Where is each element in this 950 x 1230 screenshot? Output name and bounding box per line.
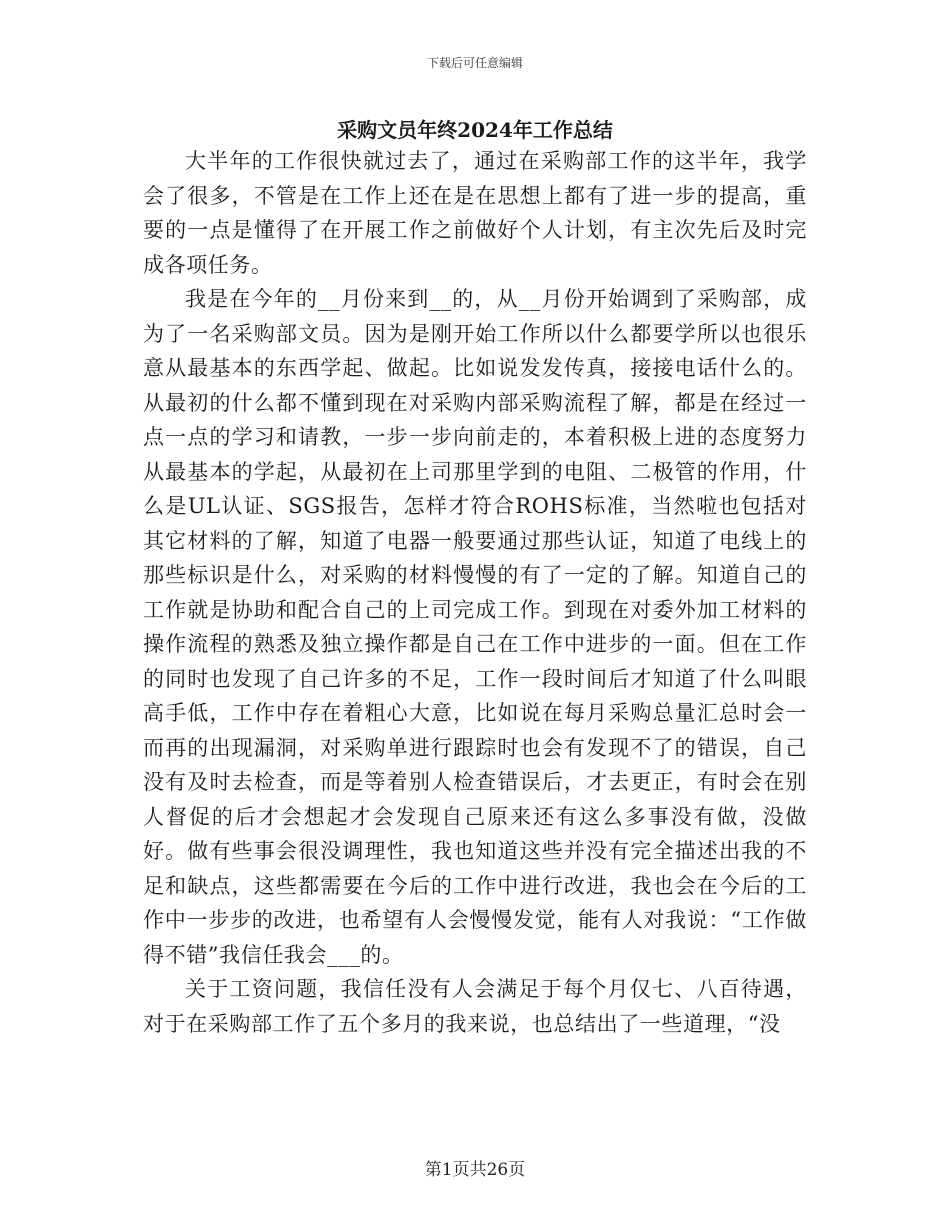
- page-header-note: 下载后可任意编辑: [426, 56, 523, 70]
- paragraph: 关于工资问题，我信任没有人会满足于每个月仅七、八百待遇，对于在采购部工作了五个多月的我来说，也总结出了一些道理，“没: [143, 977, 807, 1036]
- paragraph: 我是在今年的__月份来到__的，从__月份开始调到了采购部，成为了一名采购部文员。因为是刚开始工作所以什么都要学所以也很乐意从最基本的东西学起、做起。比如说发发传真，接接电话什么的。从最初的什么都不懂到现在对采购内部采购流程了解，都是在经过一点一点的学习和请教，一步一步向前走的，本着积极上进的态度努力从最基本的学起，从最初在上司那里学到的电阻、二极管的作用，什么是UL认证、SGS报告，怎样才符合ROHS标准，当然啦也包括对其它材料的了解，知道了电器一般要通过那些认证，知道了电线上的那些标识是什么，对采购的材料慢慢的有了一定的了解。知道自己的工作就是协助和配合自己的上司完成工作。到现在对委外加工材料的操作流程的熟悉及独立操作都是自己在工作中进步的一面。但在工作的同时也发现了自己许多的不足，工作一段时间后才知道了什么叫眼高手低，工作中存在着粗心大意，比如说在每月采购总量汇总时会一而再的出现漏洞，对采购单进行跟踪时也会有发现不了的错误，自己没有及时去检查，而是等着别人检查错误后，才去更正，有时会在别人督促的后才会想起才会发现自己原来还有这么多事没有做，没做好。做有些事会很没调理性，我也知道这些并没有完全描述出我的不足和缺点，这些都需要在今后的工作中进行改进，我也会在今后的工作中一步步的改进，也希望有人会慢慢发觉，能有人对我说：“工作做得不错”我信任我会___的。: [143, 287, 807, 967]
- paragraph: 大半年的工作很快就过去了，通过在采购部工作的这半年，我学会了很多，不管是在工作上还在是在思想上都有了进一步的提高，重要的一点是懂得了在开展工作之前做好个人计划，有主次先后及时完成各项任务。: [143, 149, 807, 277]
- page-number: 第1页共26页: [424, 1160, 526, 1180]
- document-title: 采购文员年终2024年工作总结: [337, 118, 613, 142]
- document-body: [143, 144, 807, 1041]
